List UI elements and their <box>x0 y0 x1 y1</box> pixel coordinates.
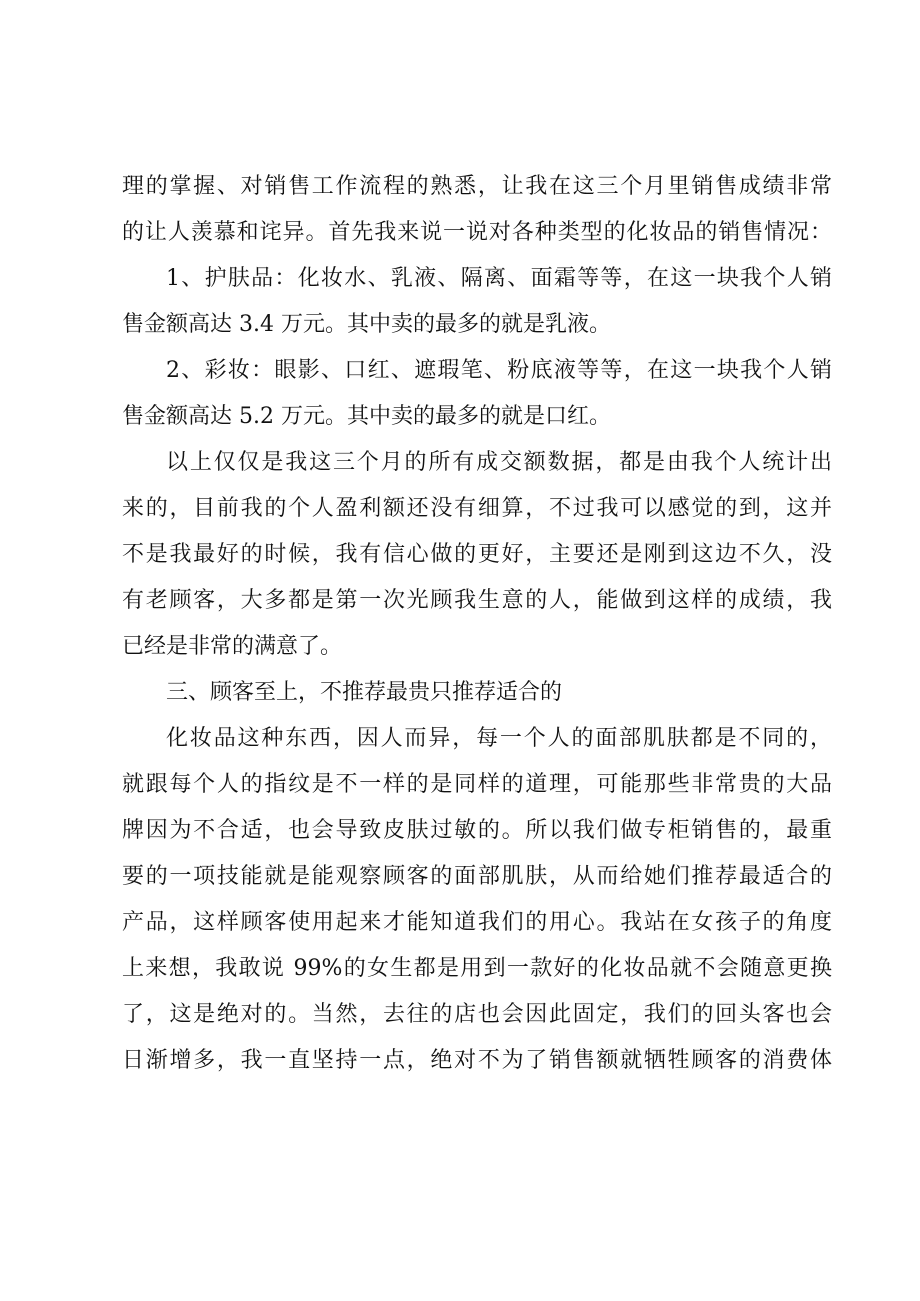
body-text <box>122 164 832 1084</box>
text-line: 理的掌握、对销售工作流程的熟悉，让我在这三个月里销售成绩非常 <box>122 174 832 199</box>
list-item-skincare: 1、护肤品：化妆水、乳液、隔离、面霜等等，在这一块我个人销 <box>166 266 832 291</box>
list-item-makeup: 2、彩妆：眼影、口红、遮瑕笔、粉底液等等，在这一块我个人销 <box>166 358 832 383</box>
text-line: 产品，这样顾客使用起来才能知道我们的用心。我站在女孩子的角度 <box>122 910 832 935</box>
text-line: 有老顾客，大多都是第一次光顾我生意的人，能做到这样的成绩，我 <box>122 588 832 613</box>
paragraph-start: 以上仅仅是我这三个月的所有成交额数据，都是由我个人统计出 <box>166 450 832 475</box>
text-line: 要的一项技能就是能观察顾客的面部肌肤，从而给她们推荐最适合的 <box>122 864 832 889</box>
section-heading: 三、顾客至上，不推荐最贵只推荐适合的 <box>166 680 563 705</box>
paragraph-start: 化妆品这种东西，因人而异，每一个人的面部肌肤都是不同的， <box>166 726 832 751</box>
text-line: 就跟每个人的指纹是不一样的是同样的道理，可能那些非常贵的大品 <box>122 772 832 797</box>
text-line: 日渐增多，我一直坚持一点，绝对不为了销售额就牺牲顾客的消费体 <box>122 1048 832 1073</box>
text-line: 不是我最好的时候，我有信心做的更好，主要还是刚到这边不久，没 <box>122 542 832 567</box>
text-line: 售金额高达 3.4 万元。其中卖的最多的就是乳液。 <box>122 312 611 337</box>
text-line: 了，这是绝对的。当然，去往的店也会因此固定，我们的回头客也会 <box>122 1002 832 1027</box>
text-line: 已经是非常的满意了。 <box>122 634 343 659</box>
text-line: 的让人羡慕和诧异。首先我来说一说对各种类型的化妆品的销售情况： <box>122 220 832 245</box>
text-line: 来的，目前我的个人盈利额还没有细算，不过我可以感觉的到，这并 <box>122 496 832 521</box>
text-line: 牌因为不合适，也会导致皮肤过敏的。所以我们做专柜销售的，最重 <box>122 818 832 843</box>
text-line: 上来想，我敢说 99%的女生都是用到一款好的化妆品就不会随意更换 <box>122 956 832 981</box>
text-line: 售金额高达 5.2 万元。其中卖的最多的就是口红。 <box>122 404 611 429</box>
